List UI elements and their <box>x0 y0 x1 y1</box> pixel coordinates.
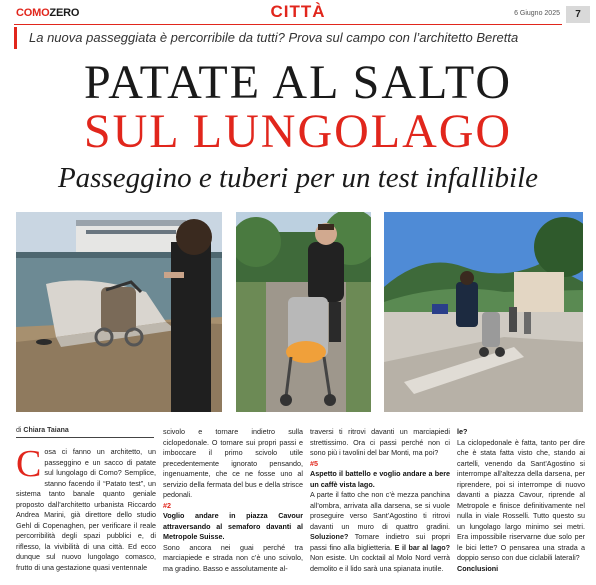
column-3-text-2 <box>310 490 450 574</box>
column-1-text: osa ci fanno un architetto, un passeggino e un sacco di patate sul lungolago di Como? Semplice, stanno facendo il “Patato test”, un sistema tanto banale quanto geniale proposto dall’architetto urbanista Riccardo Andrea Marini, già direttore dello studio Gehl di Copenaghen, per verificare il reale percorribilità degli spazi pubblici e, di riflesso, la vivibilità di una città. Ed ecco dunque sul nuovo lungolago comasco, frutto di una gestazione quasi ventennale <box>16 447 156 572</box>
kicker: La nuova passeggiata è percorribile da tutti? Prova sul campo con l’architetto Beretta <box>14 27 582 49</box>
article-column-3 <box>310 427 450 585</box>
column-2-text-1: scivolo e tornare indietro sulla ciclopedonale. O tornare sui propri passi e imboccare il primo scivolo utile precedentemente ignorato pensando, ingenuamente, che ce ne fosse uno al servizio della fermata del bus e della strisce pedonali. <box>163 427 303 499</box>
headline-subtitle: Passeggino e tuberi per un test infallibile <box>57 162 539 194</box>
headline-line-2: SUL LUNGOLAGO <box>83 105 513 158</box>
column-3-text-2b: Tornare indietro sui propri passi fino alla biglietteria. <box>310 532 450 552</box>
page-number: 7 <box>566 6 590 23</box>
column-2-subhead: Voglio andare in piazza Cavour attraversando al semaforo davanti al Metropole Suisse. <box>163 511 303 541</box>
headline-line-1: PATATE AL SALTO <box>83 56 513 109</box>
logo-part-como: COMO <box>16 7 50 19</box>
byline <box>16 427 69 434</box>
photo-lakefront-mountains <box>384 212 583 412</box>
column-3-bold-1: Soluzione? <box>310 532 349 541</box>
column-3-text-2c: Non esiste. Un cocktail al Molo Nord verrà demolito e il lido sarà una spianata inutile. <box>310 553 450 573</box>
column-4-subhead: Conclusioni <box>457 563 499 573</box>
column-3-text-2a: A parte il fatto che non c’è mezza panchina all’ombra, arrivata alla darsena, se si vuole proseguire verso Sant’Agostino ti ritrovi davanti un muro di quattro gradini. <box>310 490 450 531</box>
byline-author: Chiara Taiana <box>23 427 69 434</box>
section-number-5: #5 <box>310 458 318 468</box>
photo-stroller-path <box>236 212 371 412</box>
top-bar <box>0 0 596 26</box>
section-title: CITTÀ <box>270 2 326 21</box>
column-3-text-1: traversi ti ritrovi davanti un marciapiedi strettissimo. Ora ci passi perché non ci sono più i tavolini del bar Monti, ma poi? <box>310 427 450 457</box>
issue-date: 6 Giugno 2025 <box>514 10 560 17</box>
byline-prefix: di <box>16 427 22 434</box>
article-column-1 <box>16 447 156 585</box>
section-number-2: #2 <box>163 500 171 510</box>
article-column-2 <box>163 427 303 585</box>
byline-rule <box>16 437 154 438</box>
column-4-lead: le? <box>457 427 468 436</box>
header-rule <box>14 24 562 25</box>
column-2-text-2: Sono ancora nei guai perché tra marciapiede e strada non c’è uno scivolo, ma gradino. Basso e assolutamente al- <box>163 542 303 573</box>
logo-part-zero: ZERO <box>49 7 80 19</box>
drop-cap: C <box>16 447 42 485</box>
article-column-4 <box>457 427 585 585</box>
column-3-bold-2: E il bar al lago? <box>394 542 450 552</box>
column-3-subhead: Aspetto il battello e voglio andare a bere un caffè vista lago. <box>310 469 450 489</box>
photo-lakeside-steps <box>16 212 222 412</box>
column-4-text-1: La ciclopedonale è fatta, tanto per dire che è stata fatta visto che, stando ai cartelli, venendo da Sant’Agostino si interrompe all’altezza della darsena, per riprendere, poi si interrompe di nuovo davanti a piazza Cavour, riprende al Metropole e finisce definitivamente nel nulla in viale Rosselli. Tutto questo su un lungolago largo minimo sei metri. Era impossibile riservarne due solo per le bici lette? O pensarea una strada a doppio senso con due ciclabili laterali? <box>457 437 585 562</box>
